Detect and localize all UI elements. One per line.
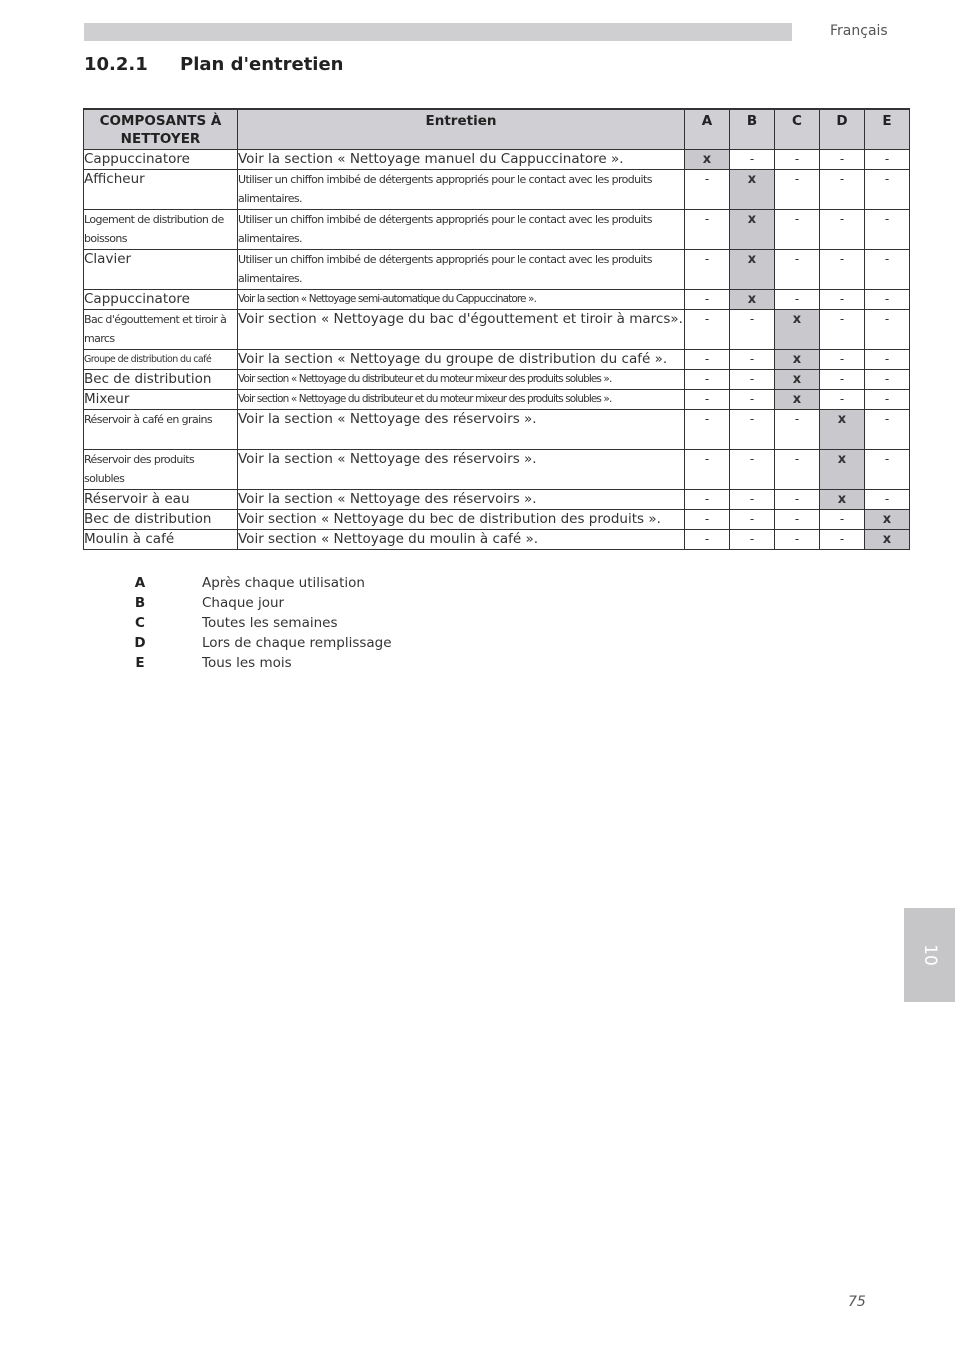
legend-value: Toutes les semaines (202, 615, 338, 631)
mark-cell: x (730, 289, 775, 309)
legend-value: Chaque jour (202, 595, 285, 611)
component-cell: Bac d'égouttement et tiroir à marcs (84, 309, 238, 349)
mark-cell: - (775, 529, 820, 549)
mark-cell: - (865, 389, 910, 409)
header-col-b: B (730, 109, 775, 149)
maintenance-cell: Voir section « Nettoyage du distributeur et du moteur mixeur des produits solubles ». (238, 389, 685, 409)
mark-cell: - (820, 369, 865, 389)
mark-cell: x (685, 149, 730, 169)
mark-cell: - (820, 169, 865, 209)
mark-cell: - (775, 289, 820, 309)
mark-cell: - (685, 349, 730, 369)
table-row (84, 369, 910, 389)
mark-cell: - (865, 209, 910, 249)
mark-cell: x (775, 369, 820, 389)
maintenance-cell: Voir la section « Nettoyage manuel du Cappuccinatore ». (238, 149, 685, 169)
chapter-number: 10 (919, 944, 940, 966)
component-cell: Mixeur (84, 389, 238, 409)
legend-key: A (134, 575, 146, 591)
component-cell: Réservoir des produits solubles (84, 449, 238, 489)
table-row (84, 529, 910, 549)
header-col-e: E (865, 109, 910, 149)
mark-cell: - (730, 489, 775, 509)
header-col-d: D (820, 109, 865, 149)
maintenance-cell: Utiliser un chiffon imbibé de détergents appropriés pour le contact avec les produits alimentaires. (238, 169, 685, 209)
mark-cell: - (685, 369, 730, 389)
mark-cell: - (730, 349, 775, 369)
maintenance-table (83, 108, 910, 550)
mark-cell: - (730, 529, 775, 549)
table-row (84, 209, 910, 249)
maintenance-cell: Utiliser un chiffon imbibé de détergents appropriés pour le contact avec les produits alimentaires. (238, 209, 685, 249)
mark-cell: - (775, 169, 820, 209)
mark-cell: x (775, 309, 820, 349)
component-cell: Moulin à café (84, 529, 238, 549)
mark-cell: - (865, 289, 910, 309)
header-col-a: A (685, 109, 730, 149)
mark-cell: - (865, 409, 910, 449)
component-cell: Afficheur (84, 169, 238, 209)
mark-cell: x (775, 389, 820, 409)
mark-cell: x (730, 169, 775, 209)
mark-cell: - (820, 389, 865, 409)
mark-cell: - (685, 309, 730, 349)
mark-cell: x (730, 209, 775, 249)
mark-cell: - (865, 489, 910, 509)
mark-cell: x (865, 509, 910, 529)
mark-cell: - (820, 509, 865, 529)
table-row (84, 489, 910, 509)
mark-cell: - (775, 449, 820, 489)
component-cell: Bec de distribution (84, 509, 238, 529)
maintenance-cell: Voir section « Nettoyage du distributeur et du moteur mixeur des produits solubles ». (238, 369, 685, 389)
mark-cell: - (775, 209, 820, 249)
table-row (84, 309, 910, 349)
mark-cell: - (685, 409, 730, 449)
mark-cell: - (685, 249, 730, 289)
mark-cell: - (865, 169, 910, 209)
maintenance-cell: Voir la section « Nettoyage des réservoirs ». (238, 489, 685, 509)
mark-cell: - (685, 529, 730, 549)
section-number: 10.2.1 (84, 54, 148, 75)
mark-cell: - (820, 529, 865, 549)
mark-cell: - (730, 309, 775, 349)
mark-cell: - (685, 509, 730, 529)
component-cell: Bec de distribution (84, 369, 238, 389)
legend-value: Tous les mois (202, 655, 292, 671)
page-number: 75 (848, 1294, 866, 1310)
section-title: Plan d'entretien (180, 54, 344, 75)
legend-key: E (135, 655, 145, 671)
maintenance-cell: Voir la section « Nettoyage des réservoirs ». (238, 409, 685, 449)
header-components: COMPOSANTS À NETTOYER (84, 109, 238, 149)
mark-cell: - (730, 509, 775, 529)
maintenance-cell: Voir section « Nettoyage du moulin à café ». (238, 529, 685, 549)
component-cell: Groupe de distribution du café (84, 349, 238, 369)
mark-cell: - (865, 309, 910, 349)
maintenance-cell: Voir section « Nettoyage du bac d'égouttement et tiroir à marcs». (238, 309, 685, 349)
mark-cell: - (685, 209, 730, 249)
mark-cell: - (685, 289, 730, 309)
mark-cell: x (865, 529, 910, 549)
table-row (84, 409, 910, 449)
table-row (84, 249, 910, 289)
mark-cell: - (865, 349, 910, 369)
mark-cell: - (775, 509, 820, 529)
mark-cell: - (685, 169, 730, 209)
component-cell: Clavier (84, 249, 238, 289)
table-row (84, 169, 910, 209)
mark-cell: - (730, 369, 775, 389)
mark-cell: - (865, 369, 910, 389)
legend-value: Après chaque utilisation (202, 575, 365, 591)
mark-cell: - (820, 149, 865, 169)
maintenance-cell: Voir la section « Nettoyage semi-automatique du Cappuccinatore ». (238, 289, 685, 309)
table-header-row (84, 109, 910, 149)
maintenance-cell: Voir la section « Nettoyage du groupe de distribution du café ». (238, 349, 685, 369)
mark-cell: - (685, 489, 730, 509)
mark-cell: - (730, 449, 775, 489)
table-row (84, 509, 910, 529)
mark-cell: - (730, 409, 775, 449)
legend-key: D (134, 635, 146, 651)
mark-cell: x (820, 489, 865, 509)
mark-cell: - (730, 149, 775, 169)
mark-cell: - (775, 249, 820, 289)
mark-cell: - (775, 149, 820, 169)
table-row (84, 389, 910, 409)
mark-cell: x (820, 449, 865, 489)
table-row (84, 149, 910, 169)
mark-cell: - (685, 449, 730, 489)
table-row (84, 349, 910, 369)
chapter-tab (904, 908, 955, 1002)
mark-cell: - (865, 149, 910, 169)
mark-cell: - (820, 249, 865, 289)
component-cell: Réservoir à eau (84, 489, 238, 509)
legend-value: Lors de chaque remplissage (202, 635, 392, 651)
mark-cell: - (820, 209, 865, 249)
mark-cell: x (820, 409, 865, 449)
mark-cell: x (775, 349, 820, 369)
header-bar (84, 23, 792, 41)
table-row (84, 449, 910, 489)
mark-cell: - (775, 409, 820, 449)
mark-cell: - (820, 349, 865, 369)
maintenance-cell: Voir la section « Nettoyage des réservoirs ». (238, 449, 685, 489)
mark-cell: - (730, 389, 775, 409)
mark-cell: - (685, 389, 730, 409)
mark-cell: - (865, 249, 910, 289)
language-label: Français (830, 23, 888, 39)
mark-cell: - (820, 289, 865, 309)
component-cell: Cappuccinatore (84, 289, 238, 309)
legend-key: B (134, 595, 146, 611)
header-maintenance: Entretien (238, 109, 685, 149)
mark-cell: x (730, 249, 775, 289)
header-col-c: C (775, 109, 820, 149)
maintenance-cell: Utiliser un chiffon imbibé de détergents appropriés pour le contact avec les produits alimentaires. (238, 249, 685, 289)
mark-cell: - (820, 309, 865, 349)
component-cell: Réservoir à café en grains (84, 409, 238, 449)
legend-key: C (135, 615, 145, 631)
component-cell: Cappuccinatore (84, 149, 238, 169)
mark-cell: - (775, 489, 820, 509)
table-row (84, 289, 910, 309)
component-cell: Logement de distribution de boissons (84, 209, 238, 249)
mark-cell: - (865, 449, 910, 489)
maintenance-cell: Voir section « Nettoyage du bec de distribution des produits ». (238, 509, 685, 529)
